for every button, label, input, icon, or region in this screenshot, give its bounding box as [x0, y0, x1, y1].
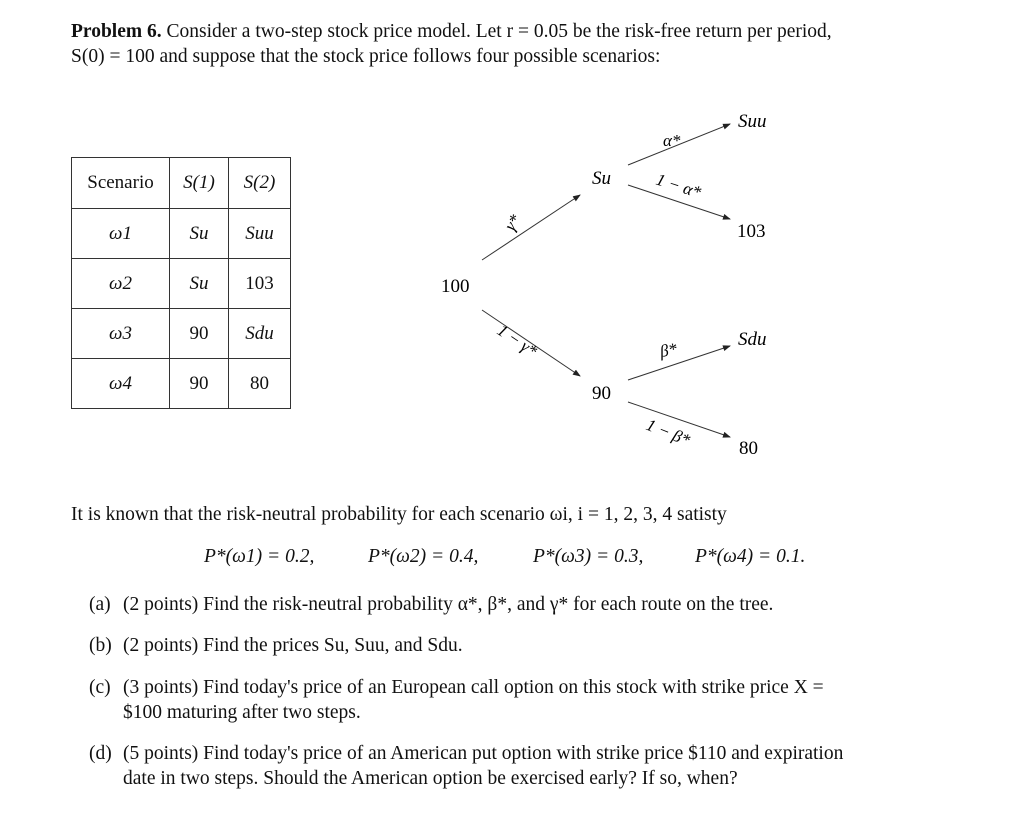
known-sentence: It is known that the risk-neutral probability for each scenario ωi, i = 1, 2, 3, 4 satisty [71, 504, 727, 525]
prob-p1: P*(ω1) = 0.2, [204, 546, 315, 567]
prob-p4: P*(ω4) = 0.1. [695, 546, 806, 567]
table-cell: Su [170, 209, 229, 259]
table-header: S(2) [229, 158, 291, 209]
part-text: (2 points) Find the risk-neutral probability α*, β*, and γ* for each route on the tree. [123, 594, 774, 615]
table-cell: Suu [229, 209, 291, 259]
table-cell: Sdu [229, 309, 291, 359]
table-cell: ω3 [72, 309, 170, 359]
intro-line-1: Consider a two-step stock price model. Let r = 0.05 be the risk-free return per period, [166, 21, 832, 42]
edge-root-up [482, 195, 580, 260]
table-header: S(1) [170, 158, 229, 209]
table-cell: 90 [170, 359, 229, 409]
part-label: (d) [89, 743, 112, 764]
table-cell: 80 [229, 359, 291, 409]
edge-label-gamma: γ* [500, 211, 525, 235]
part-label: (a) [89, 594, 111, 615]
intro-line-2: S(0) = 100 and suppose that the stock price follows four possible scenarios: [71, 46, 661, 67]
part-text: $100 maturing after two steps. [123, 702, 361, 723]
table-cell: ω2 [72, 259, 170, 309]
prob-p2: P*(ω2) = 0.4, [368, 546, 479, 567]
tree-leaf-ud: 103 [737, 221, 766, 242]
table-cell: Su [170, 259, 229, 309]
tree-node-up [592, 168, 611, 189]
tree-leaf-du: Sdu [738, 329, 767, 350]
edge-label-beta: β* [658, 339, 679, 361]
tree-node-down: 90 [592, 383, 611, 404]
part-text: date in two steps. Should the American option be exercised early? If so, when? [123, 768, 738, 789]
part-text: (3 points) Find today's price of an European call option on this stock with strike price X = [123, 677, 824, 698]
part-label: (c) [89, 677, 111, 698]
tree-leaf-dd: 80 [739, 438, 758, 459]
problem-title: Problem 6. [71, 21, 162, 42]
edge-label-one-minus-gamma: 1 − γ* [493, 320, 541, 361]
part-text: (5 points) Find today's price of an American put option with strike price $110 and expiration [123, 743, 844, 764]
edge-down-du [628, 346, 730, 380]
prob-p3: P*(ω3) = 0.3, [533, 546, 644, 567]
tree-node-up-label: Su [592, 168, 611, 189]
table-cell: 103 [229, 259, 291, 309]
table-header: Scenario [72, 158, 170, 209]
part-text: (2 points) Find the prices Su, Suu, and Sdu. [123, 635, 463, 656]
table-cell: 90 [170, 309, 229, 359]
tree-root: 100 [441, 276, 470, 297]
edge-label-one-minus-alpha: 1 − α* [653, 169, 704, 202]
part-label: (b) [89, 635, 112, 656]
table-cell: ω4 [72, 359, 170, 409]
edge-label-one-minus-beta: 1 − β* [643, 415, 693, 450]
edge-label-alpha: α* [663, 131, 681, 150]
tree-leaf-uu: Suu [738, 111, 767, 132]
table-cell: ω1 [72, 209, 170, 259]
